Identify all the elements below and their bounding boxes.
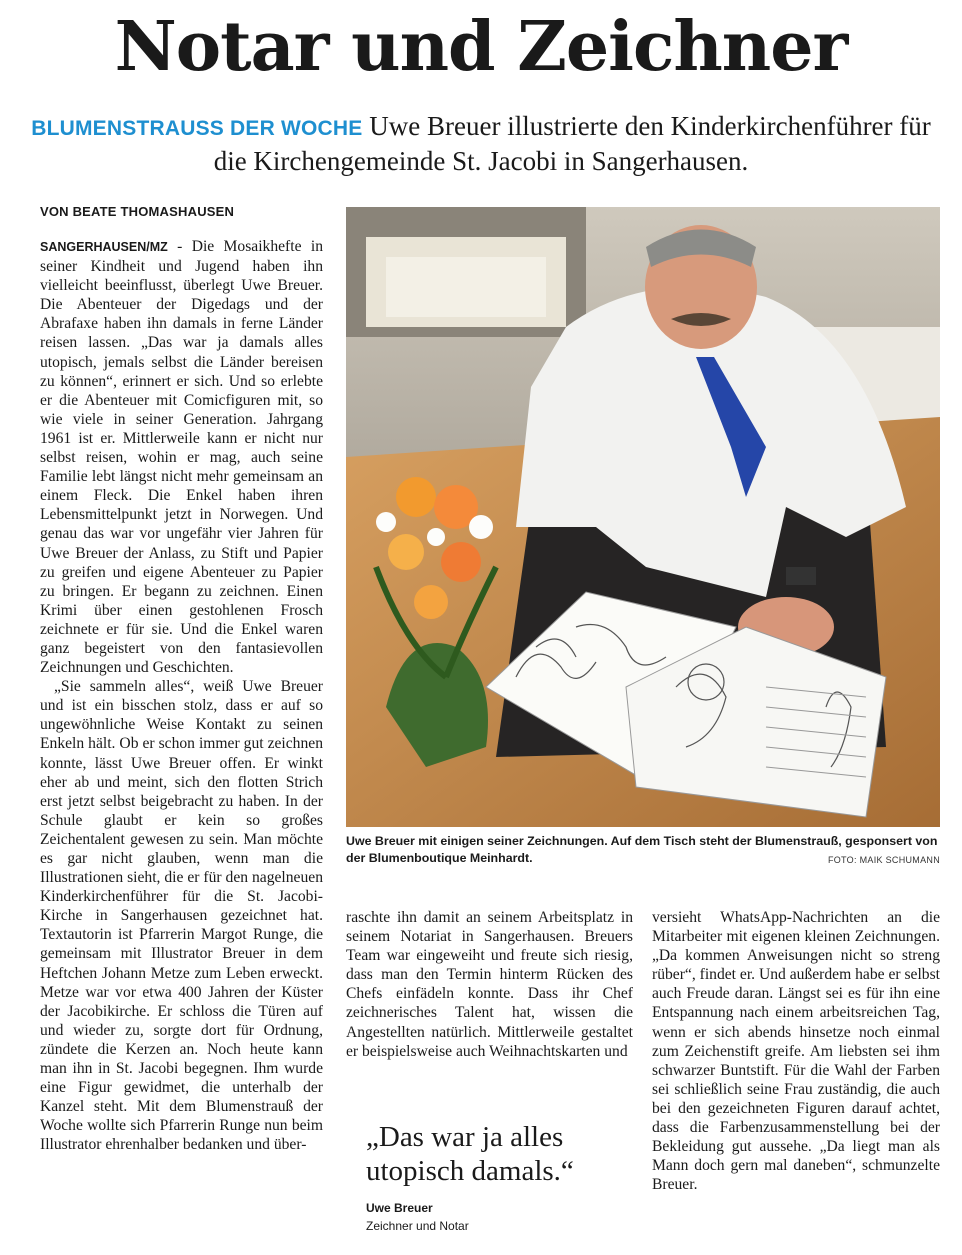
photo-illustration: [346, 207, 940, 827]
article-photo: [346, 207, 940, 827]
article-paragraph: versieht WhatsApp-Nachrichten an die Mitarbeiter mit eigenen kleinen Zeichnungen. „Da kommen Anweisungen nicht so streng rüber“, findet er. Und außerdem habe er selbst auch Freude daran. Längst sei es für ihn eine Entspannung nach einem arbeitsreichen Tag, wenn er sich abends hinsetze noch einmal zum Zeichenstift greife. Am liebsten sei ihm schwarzer Buntstift. Für die Wahl der Farben sei schließlich seine Frau zuständig, die auch bei den gezeichneten Figuren darauf achtet, dass die Farbenzusammenstellung bei der Bekleidung gut aussehe. „Da liegt man als Mann doch gern mal daneben“, schmunzelte Breuer.: [652, 909, 940, 1194]
article-paragraph: „Sie sammeln alles“, weiß Uwe Breuer und ist ein bisschen stolz, dass er auf so ungewöhnliche Weise Kontakt zu seinen Enkeln hält. Ob er schon immer gut zeichnen konnte, lässt Uwe Breuer offen. Er winkt eher ab und meint, sich den flotten Strich erst jetzt selbst beigebracht zu haben. In der Schule glaubt er kein so großes Zeichentalent gewesen zu sein. Man möchte es gar nicht glauben, wenn man die Illustrationen sieht, die er für den nagelneuen Kinderkirchenführer für die St. Jacobi-Kirche in Sangerhausen gezeichnet hat. Textautorin ist Pfarrerin Margot Runge, die gemeinsam mit Illustrator Breuer in dem Heftchen Johann Metze zum Leben erweckt. Metze war vor etwa 400 Jahren der Küster der Jacobikirche. Er schloss die Türen auf und wieder zu, sorgte dort für Ordnung, zündete die Kerzen an. Noch heute kann man ihn in St. Jacobi begegnen. Ihm wurde eine Figur gewidmet, die unterhalb der Kanzel steht. Mit dem Blumenstrauß der Woche wollte sich Pfarrerin Runge nun beim Illustrator ehrenhalber bedanken und über-: [40, 678, 323, 1154]
photo-credit: FOTO: MAIK SCHUMANN: [827, 855, 940, 865]
pull-quote: „Das war ja alles utopisch damals.“: [366, 1121, 574, 1187]
article-column-2: [346, 908, 633, 1061]
headline: Notar und Zeichner: [114, 7, 848, 87]
deck-kicker: BLUMENSTRAUSS DER WOCHE: [31, 117, 363, 140]
article-paragraph: raschte ihn damit an seinem Arbeitsplatz in seinem Notariat in Sangerhausen. Breuers Team war eingeweiht und freute sich riesig, dass man den Termin hinterm Rücken des Chefs einfädeln konnte. Dass ihr Chef zeichnerisches Talent hat, wissen die Angestellten natürlich. Mittlerweile gestaltet er beispielsweise auch Weihnachtskarten und: [346, 909, 633, 1060]
deck-text: Uwe Breuer illustrierte den Kinderkirchenführer für die Kirchengemeinde St. Jacobi in Sangerhausen.: [213, 111, 931, 176]
article-paragraph: [40, 237, 323, 677]
photo-caption: Uwe Breuer mit einigen seiner Zeichnungen. Auf dem Tisch steht der Blumenstrauß, gesponsert von der Blumenboutique Meinhardt.: [346, 834, 938, 865]
quote-role: Zeichner und Notar: [366, 1219, 469, 1233]
quote-author: Uwe Breuer: [366, 1201, 433, 1215]
byline: VON BEATE THOMASHAUSEN: [40, 204, 235, 219]
article-column-3: [652, 908, 940, 1194]
deck: [20, 110, 942, 177]
paragraph-text: - Die Mosaikhefte in seiner Kindheit und Jugend haben ihn vielleicht beeinflusst, überlegt Uwe Breuer. Die Abenteuer der Digedags und der Abrafaxe haben ihn damals in ferne Länder reisen lassen. „Das war ja damals alles utopisch, jemals selbst die Länder bereisen zu können“, erinnert er sich. Und so erlebte er die Abenteuer mit Comicfiguren mit, so wie viele in seiner Generation. Jahrgang 1961 ist er. Mittlerweile kann er nicht nur selbst reisen, wohin er mag, auch seine Familie lebt längst nicht mehr gemeinsam an einem Fleck. Die Enkel haben ihren Lebensmittelpunkt jetzt in Norwegen. Und genau das war vor ungefähr vier Jahren für Uwe Breuer der Anlass, zu Stift und Papier zu greifen und eigene Abenteuer zu Papier zu bringen. Er begann zu zeichnen. Einen Krimi über einen gestohlenen Frosch zeichnete er für sie. Und die Enkel waren ganz begeistert von den fantasievollen Zeichnungen und Geschichten.: [40, 238, 323, 677]
article-column-1: [40, 237, 323, 1155]
dateline: SANGERHAUSEN/MZ: [40, 240, 168, 254]
